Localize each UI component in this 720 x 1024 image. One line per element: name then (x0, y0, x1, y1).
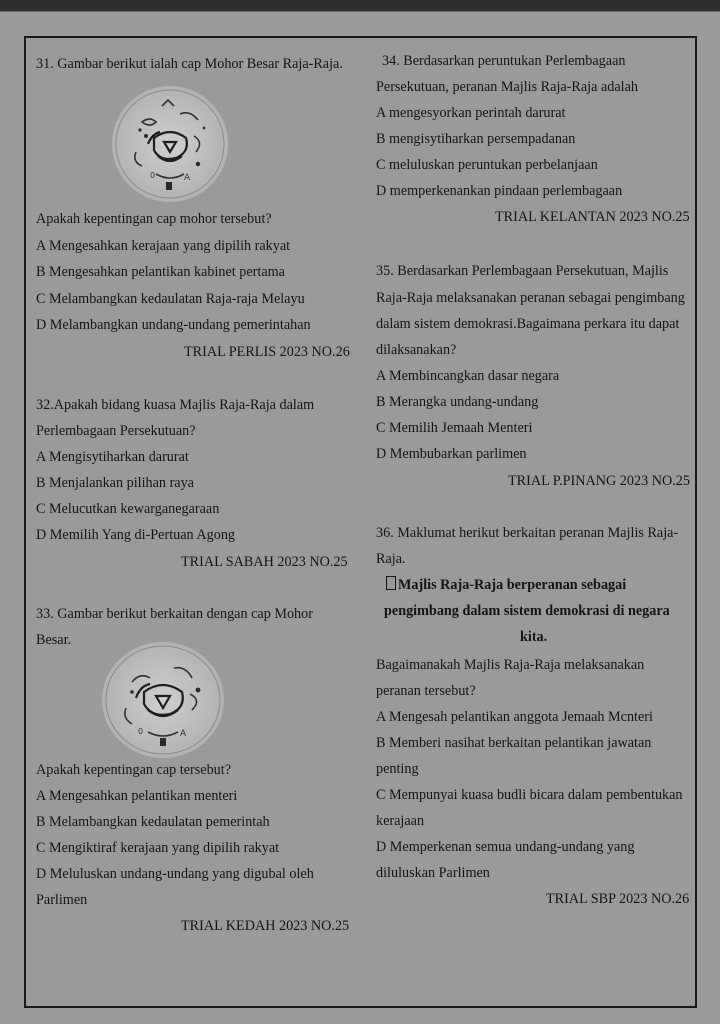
q36-question-line1: 36. Maklumat herikut berkaitan peranan Majlis Raja- (376, 525, 679, 541)
q34-question-line1: 34. Berdasarkan peruntukan Perlembagaan (382, 53, 626, 69)
exam-page (24, 36, 697, 1008)
missing-glyph-icon (386, 576, 396, 590)
q36-info-line2: pengimbang dalam sistem demokrasi di negara (384, 603, 670, 619)
q32-option-b: B Menjalankan pilihan raya (36, 475, 194, 491)
q32-question-line2: Perlembagaan Persekutuan? (36, 423, 196, 439)
q36-question-line2: Raja. (376, 551, 406, 567)
q31-question: 31. Gambar berikut ialah cap Mohor Besar Raja-Raja. (36, 56, 343, 72)
q36-info-line3: kita. (520, 629, 548, 645)
q31-ask: Apakah kepentingan cap mohor tersebut? (36, 211, 272, 227)
q32-option-c: C Melucutkan kewarganegaraan (36, 501, 220, 517)
q36-option-b-line1: B Memberi nasihat berkaitan pelantikan jawatan (376, 735, 652, 751)
q36-option-d-line1: D Memperkenan semua undang-undang yang (376, 839, 635, 855)
top-bar-divider (0, 11, 720, 12)
q35-option-c: C Memilih Jemaah Menteri (376, 420, 533, 436)
top-bar (0, 0, 720, 11)
svg-text:A: A (184, 173, 191, 183)
q36-ask-line2: peranan tersebut? (376, 683, 476, 699)
q36-option-a: A Mengesah pelantikan anggota Jemaah Mcnteri (376, 709, 653, 725)
q33-option-d: D Meluluskan undang-undang yang digubal oleh (36, 866, 314, 882)
q36-info-line1-text: Majlis Raja-Raja berperanan sebagai (398, 577, 627, 593)
q33-option-b: B Melambangkan kedaulatan pemerintah (36, 814, 270, 830)
q35-option-b: B Merangka undang-undang (376, 394, 539, 410)
q33-source: TRIAL KEDAH 2023 NO.25 (181, 918, 350, 934)
q33-option-a: A Mengesahkan pelantikan menteri (36, 788, 238, 804)
q32-option-a: A Mengisytiharkan darurat (36, 449, 189, 465)
svg-text:0: 0 (138, 727, 144, 736)
q33-question-line2: Besar. (36, 632, 72, 648)
q34-question-line2: Persekutuan, peranan Majlis Raja-Raja adalah (376, 79, 638, 95)
q34-option-b: B mengisytiharkan persempadanan (376, 131, 576, 147)
q35-line1: 35. Berdasarkan Perlembagaan Persekutuan, Majlis (376, 263, 669, 279)
q35-line4: dilaksanakan? (376, 342, 457, 358)
royal-seal-icon (102, 642, 224, 758)
q35-line3: dalam sistem demokrasi.Bagaimana perkara itu dapat (376, 316, 680, 332)
q35-option-d: D Membubarkan parlimen (376, 446, 527, 462)
svg-text:A: A (180, 729, 187, 739)
q36-source: TRIAL SBP 2023 NO.26 (546, 891, 690, 907)
q35-option-a: A Membincangkan dasar negara (376, 368, 560, 384)
seal-image-q31 (112, 86, 228, 202)
royal-seal-icon (112, 86, 228, 202)
q34-option-a: A mengesyorkan perintah darurat (376, 105, 566, 121)
q32-option-d: D Memilih Yang di-Pertuan Agong (36, 527, 236, 543)
q35-source: TRIAL P.PINANG 2023 NO.25 (508, 473, 690, 489)
q32-question-line1: 32.Apakah bidang kuasa Majlis Raja-Raja dalam (36, 397, 315, 413)
q36-option-d-line2: diluluskan Parlimen (376, 865, 490, 881)
q33-ask: Apakah kepentingan cap tersebut? (36, 762, 231, 778)
q33-option-d-cont: Parlimen (36, 892, 88, 908)
q34-option-c: C meluluskan peruntukan perbelanjaan (376, 157, 598, 173)
svg-text:0: 0 (150, 171, 156, 180)
q36-ask-line1: Bagaimanakah Majlis Raja-Raja melaksanakan (376, 657, 645, 673)
q31-option-a: A Mengesahkan kerajaan yang dipilih rakyat (36, 238, 291, 254)
q33-question-line1: 33. Gambar berikut berkaitan dengan cap Mohor (36, 606, 313, 622)
q36-option-c-line2: kerajaan (376, 813, 425, 829)
q36-option-b-line2: penting (376, 761, 419, 777)
q31-option-d: D Melambangkan undang-undang pemerintahan (36, 317, 311, 333)
q31-option-c: C Melambangkan kedaulatan Raja-raja Melayu (36, 291, 305, 307)
q36-option-c-line1: C Mempunyai kuasa budli bicara dalam pembentukan (376, 787, 683, 803)
q34-source: TRIAL KELANTAN 2023 NO.25 (495, 209, 690, 225)
q31-source: TRIAL PERLIS 2023 NO.26 (184, 344, 350, 360)
q33-option-c: C Mengiktiraf kerajaan yang dipilih rakyat (36, 840, 280, 856)
q34-option-d: D memperkenankan pindaan perlembagaan (376, 183, 623, 199)
seal-image-q33 (102, 642, 224, 758)
q35-line2: Raja-Raja melaksanakan peranan sebagai pengimbang (376, 290, 685, 306)
q31-option-b: B Mengesahkan pelantikan kabinet pertama (36, 264, 285, 280)
q32-source: TRIAL SABAH 2023 NO.25 (181, 554, 348, 570)
q36-info-line1 (386, 576, 626, 594)
